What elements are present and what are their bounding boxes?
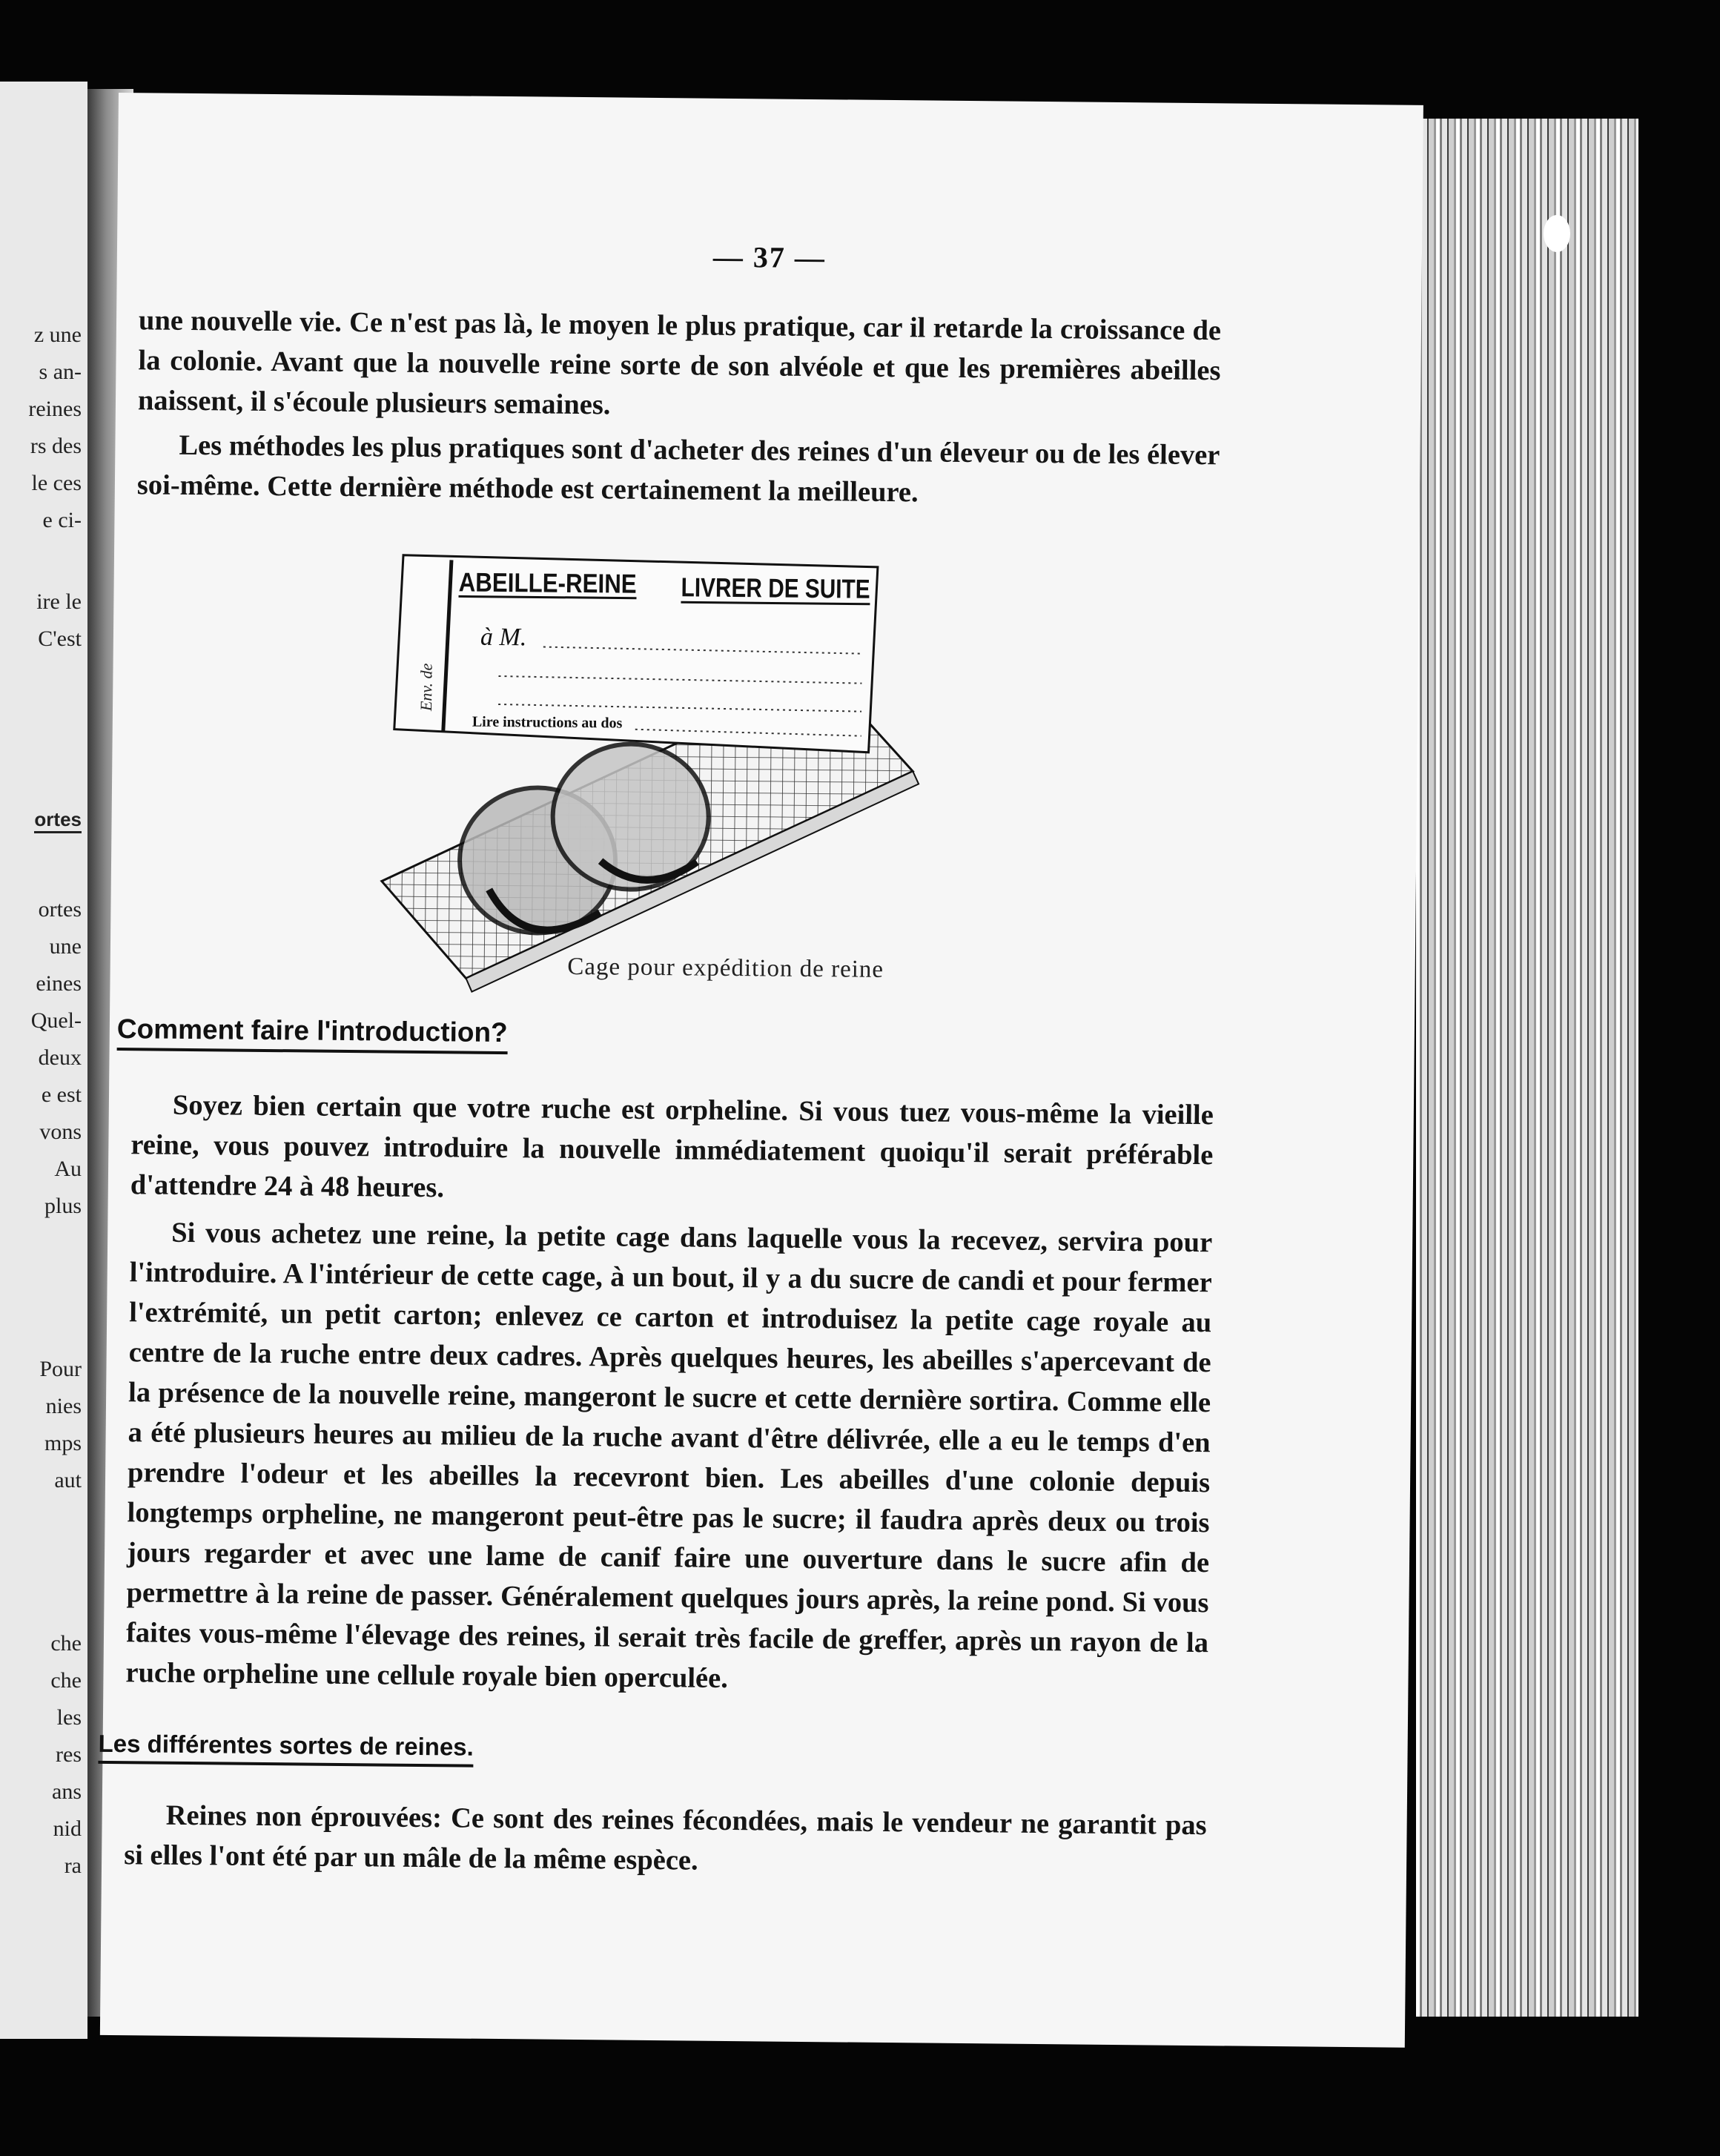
left-page-fragment: e ci- — [42, 508, 82, 532]
left-page-fragment: che — [50, 1631, 82, 1656]
page-number: — 37 — — [712, 239, 827, 275]
left-page-fragment: le ces — [31, 471, 82, 495]
paragraph: Soyez bien certain que votre ruche est orpheline. Si vous tuez vous-même la vieille reine, vous pouvez introduire la nouvelle immédiatement quoiqu'il serait préférable d'attendre 24 à 48 heures. — [130, 1089, 1214, 1204]
left-page-fragment: nies — [45, 1394, 82, 1418]
left-page-fragment: ans — [52, 1779, 82, 1804]
left-page-fragment: deux — [38, 1045, 82, 1070]
left-page-fragment: aut — [54, 1468, 82, 1492]
label-instructions: Lire instructions au dos — [472, 713, 623, 732]
paragraph: Reines non éprouvées: Ce sont des reines fécondées, mais le vendeur ne garantit pas si elles l'ont été par un mâle de la même espèce. — [123, 1799, 1207, 1876]
paragraph: Les méthodes les plus pratiques sont d'acheter des reines d'un éleveur ou de les élever soi-même. Cette dernière méthode est certainement la meilleure. — [136, 429, 1220, 509]
left-page-fragment: e est — [41, 1082, 82, 1107]
left-page-fragment: nid — [53, 1816, 82, 1841]
left-page-fragment: Pour — [39, 1357, 82, 1381]
page-edges — [1416, 119, 1638, 2017]
left-page-fragment: ire le — [36, 589, 82, 614]
left-page-fragment: Quel- — [30, 1008, 82, 1033]
queen-cage-drawing — [377, 540, 959, 1005]
edge-highlight — [1544, 215, 1570, 252]
left-page-fragment: ortes — [38, 897, 82, 922]
label-side-text: Env. de — [417, 663, 436, 712]
label-address-prefix: à M. — [480, 623, 527, 652]
left-page-fragment: Au — [54, 1157, 82, 1181]
book-page — [100, 93, 1423, 2048]
left-page-heading-fragment: ortes — [34, 808, 82, 833]
left-facing-page — [0, 82, 87, 2039]
paragraph: une nouvelle vie. Ce n'est pas là, le moyen le plus pratique, car il retarde la croissance de la colonie. Avant que la nouvelle reine sorte de son alvéole et que les premières abeilles naissent, il s'écoule plusieurs semaines. — [137, 305, 1222, 421]
left-page-fragment: rs des — [30, 434, 82, 458]
left-page-fragment: s an- — [39, 360, 82, 384]
section-heading-sortes: Les différentes sortes de reines. — [98, 1730, 474, 1768]
left-page-fragment: ra — [64, 1854, 82, 1878]
left-page-fragment: une — [49, 934, 82, 959]
label-title-left: ABEILLE-REINE — [458, 566, 664, 600]
left-page-fragment: res — [56, 1742, 82, 1767]
left-page-fragment: plus — [44, 1194, 82, 1218]
paragraph: Si vous achetez une reine, la petite cage dans laquelle vous la recevez, servira pour l'introduire. A l'intérieur de cette cage, à un bout, il y a du sucre de candi et pour fermer l'extrémité, un petit carton; enlevez ce carton et introduisez la petite cage royale au centre de la ruche entre deux cadres. Après quelques heures, les abeilles s'apercevant de la présence de la nouvelle reine, mangeront le sucre et cette dernière sortira. Comme elle a été plusieurs heures au milieu de la ruche avant d'être délivrée, elle a eu le temps d'en prendre l'odeur et les abeilles la recevront bien. Les abeilles d'une colonie depuis longtemps orpheline, ne mangeront peut-être pas le sucre; il faudra après deux ou trois jours regarder et avec une lame de canif faire une ouverture dans le sucre afin de permettre à la reine de passer. Généralement quelques jours après, la reine pond. Si vous faites vous-même l'élevage des reines, il serait très facile de greffer, après un rayon de la ruche orpheline une cellule royale bien operculée. — [125, 1217, 1213, 1694]
left-page-fragment: C'est — [38, 626, 82, 651]
left-page-fragment: reines — [28, 397, 82, 421]
section-heading-introduction: Comment faire l'introduction? — [117, 1013, 508, 1054]
label-title-right: LIVRER DE SUITE — [681, 572, 910, 605]
left-page-fragment: eines — [36, 971, 82, 996]
left-page-fragment: les — [56, 1705, 82, 1730]
figure-caption: Cage pour expédition de reine — [567, 953, 884, 983]
left-page-fragment: vons — [39, 1120, 82, 1144]
left-page-fragment: z une — [33, 323, 82, 347]
left-page-fragment: mps — [44, 1431, 82, 1455]
left-page-fragment: che — [50, 1668, 82, 1693]
queen-cage-illustration — [377, 540, 959, 1005]
